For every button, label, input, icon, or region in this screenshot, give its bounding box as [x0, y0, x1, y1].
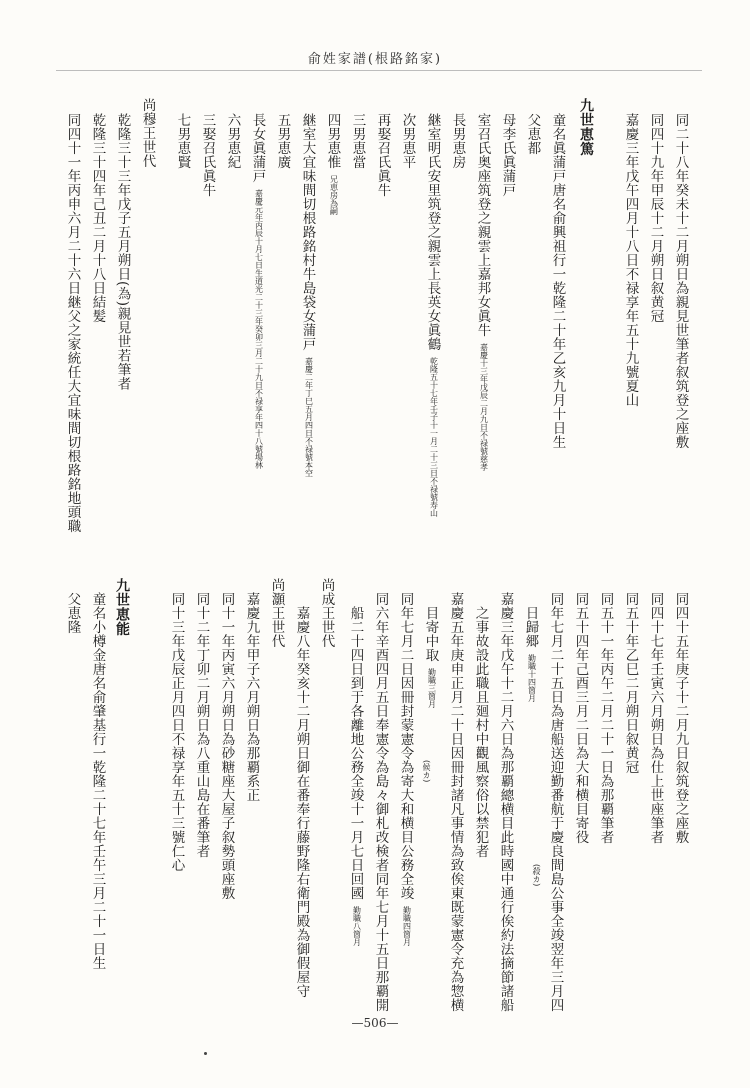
upper-column [350, 113, 364, 169]
upper-interlinear-note: 兄恵房為嗣 [329, 175, 339, 215]
upper-column-text: 乾隆三十三年戊子五月朔日(為)親見世若筆者 [114, 113, 131, 391]
lower-column-text: 父恵隆 [64, 592, 81, 634]
header-rule [56, 70, 702, 71]
lower-column [473, 606, 487, 858]
lower-interlinear-note: 勤職八箇月 [352, 906, 362, 946]
lower-column [498, 592, 512, 1012]
lower-column [194, 592, 208, 858]
upper-column [65, 113, 79, 533]
lower-interlinear-note: 勤職十四箇月 [527, 654, 537, 702]
lower-column-text: 同四十七年壬寅六月朔日為仕上世座筆者 [647, 592, 664, 844]
upper-column-text: 長女眞蒲戸 [249, 113, 266, 183]
upper-column [648, 113, 662, 323]
upper-column-text: 再娶召氏眞牛 [374, 113, 391, 197]
lower-column [448, 592, 462, 1012]
upper-column [450, 113, 464, 169]
lower-column-text: 同十一年丙寅六月朔日為砂糖座大屋子叙勢頭座敷 [218, 592, 235, 900]
upper-column [115, 113, 129, 391]
upper-interlinear-note: 嘉慶十三年戊辰二月九日不禄號慈孝 [479, 343, 489, 471]
lower-column-text: 同六年辛酉四月五日奉憲令為島々御札改検者同年七月十五日那覇開 [372, 592, 389, 1012]
upper-column [525, 113, 539, 155]
ink-speck [204, 1052, 207, 1055]
lower-column [269, 578, 283, 648]
upper-column [275, 113, 289, 169]
upper-column-text: 長男恵房 [449, 113, 466, 169]
lower-column [548, 592, 562, 1012]
upper-column-text: 三娶召氏眞牛 [199, 113, 216, 197]
upper-column-text: 四男恵惟 [324, 113, 341, 169]
upper-column [375, 113, 389, 197]
upper-column [474, 113, 491, 471]
lower-column-text: 同年七月二日因冊封蒙憲令為寄大和横目公務全竣 [397, 592, 414, 900]
upper-column-text: 同四十一年丙申六月二十六日継父之家統任大宜味間切根路銘地頭職 [64, 113, 81, 533]
lower-column-text: 目寄中取 [422, 606, 439, 662]
upper-column-text: 嘉慶三年戊午四月十八日不禄享年五十九號夏山 [622, 113, 639, 407]
lower-column [319, 578, 333, 648]
upper-column [299, 113, 316, 477]
lower-column [115, 578, 129, 636]
lower-column-text: 同四十五年庚子十二月九日叙筑登之座敷 [672, 592, 689, 844]
upper-column-text: 同二十八年癸未十二月朔日為親見世筆者叙筑登之座敷 [672, 113, 689, 449]
lower-column-text: 尚灝王世代 [268, 578, 285, 648]
lower-column [422, 606, 439, 708]
upper-column-text: 三男恵當 [349, 113, 366, 169]
upper-column-text: 乾隆三十四年己丑二月十八日結髪 [89, 113, 106, 323]
lower-column-text: 同年七月二十五日為唐船送迎勤番航于慶良間島公事全竣翌年三月四 [547, 592, 564, 1012]
upper-column-text: 継室明氏安里筑登之親雲上長英女眞鶴 [424, 113, 441, 351]
upper-interlinear-note: 嘉慶二年丁巳五月四日不禄號本空 [304, 357, 314, 477]
upper-column-text: 次男恵平 [399, 113, 416, 169]
upper-column [324, 113, 341, 215]
lower-interlinear-note: 勤職三箇月 [427, 668, 437, 708]
lower-column [522, 606, 539, 702]
upper-column-text: 同四十九年甲辰十二月朔日叙黄冠 [647, 113, 664, 323]
lower-column-text: 嘉慶三年戊午十二月六日為那覇總横目此時國中通行俟約法摘節諸船 [497, 592, 514, 1012]
lower-column-text: 童名小樽金唐名俞肇基行一乾隆二十七年壬午三月二十一日生 [89, 592, 106, 970]
lower-column-text: 嘉慶九年甲子六月朔日為那覇系正 [243, 592, 260, 802]
upper-interlinear-note: 乾隆五十七年壬子十一月二十三日不禄號寿山 [429, 357, 439, 517]
upper-column [579, 98, 593, 156]
lower-column-text: 同五十一年丙午二月二十一日為那覇筆者 [597, 592, 614, 844]
upper-column-text: 童名眞蒲戸唐名俞興祖行一乾隆二十年乙亥九月十日生 [549, 113, 566, 449]
lower-column [65, 592, 79, 634]
lower-column [347, 606, 364, 946]
upper-column [500, 113, 514, 197]
upper-column [424, 113, 441, 517]
lower-column [648, 592, 662, 844]
upper-column [90, 113, 104, 323]
lower-column [294, 606, 308, 998]
lower-column-text: 同十二年丁卯二月朔日為八重山島在番筆者 [193, 592, 210, 858]
upper-column-text: 六男恵紀 [224, 113, 241, 169]
lower-column [90, 592, 104, 970]
upper-column [400, 113, 414, 169]
lower-column-text: 日歸郷 [522, 606, 539, 648]
upper-column [623, 113, 637, 407]
editorial-annotation: (候カ) [422, 760, 431, 783]
upper-column [175, 113, 189, 169]
lower-column-text: 船二十四日到于各離地公務全竣十一月七日回國 [347, 606, 364, 900]
lower-column-text: 之事故設此職且廻村中觀風察俗以禁犯者 [472, 606, 489, 858]
upper-column-text: 父恵都 [524, 113, 541, 155]
upper-column-text: 九世恵篤 [578, 98, 594, 156]
upper-column [673, 113, 687, 449]
upper-column [140, 98, 154, 168]
upper-column [249, 113, 266, 469]
lower-interlinear-note: 勤職四箇月 [402, 906, 412, 946]
upper-interlinear-note: 嘉慶元年丙辰十月七日生道光二十三年癸卯三月二十九日不禄享年四十八號場林 [254, 189, 264, 469]
upper-column-text: 尚穆王世代 [139, 98, 156, 168]
lower-column [373, 592, 387, 1012]
page-number: —506— [351, 1016, 399, 1030]
lower-column-text: 尚成王世代 [318, 578, 335, 648]
upper-column-text: 継室大宜味間切根路銘村牛島袋女蒲戸 [299, 113, 316, 351]
page-header: 俞姓家譜(根路銘家) [307, 52, 443, 67]
upper-column-text: 室召氏奥座筑登之親雲上嘉邦女眞牛 [474, 113, 491, 337]
upper-column-text: 母李氏眞蒲戸 [499, 113, 516, 197]
lower-column-text: 同五十年乙巳二月朔日叙黄冠 [622, 592, 639, 774]
lower-column-text: 同十三年戊辰正月四日不禄享年五十三號仁心 [168, 592, 185, 872]
lower-column [397, 592, 414, 946]
lower-column-text: 嘉慶五年庚申正月二十日因冊封諸凡事情為致俟東既蒙憲令充為惣横 [447, 592, 464, 1012]
lower-column [244, 592, 258, 802]
lower-column [573, 592, 587, 844]
upper-column [550, 113, 564, 449]
lower-column [673, 592, 687, 844]
lower-column [219, 592, 233, 900]
lower-column [169, 592, 183, 872]
lower-column [598, 592, 612, 844]
lower-column-text: 九世恵能 [114, 578, 130, 636]
editorial-annotation: (殺カ) [532, 864, 541, 887]
lower-column [623, 592, 637, 774]
upper-column-text: 七男恵賢 [174, 113, 191, 169]
upper-column [225, 113, 239, 169]
upper-column-text: 五男恵廣 [274, 113, 291, 169]
upper-column [200, 113, 214, 197]
lower-column-text: 同五十四年己酉三月二日為大和横目寄役 [572, 592, 589, 844]
lower-column-text: 嘉慶八年癸亥十二月朔日御在番奉行藤野隆右衛門殿為御假屋守 [293, 606, 310, 998]
